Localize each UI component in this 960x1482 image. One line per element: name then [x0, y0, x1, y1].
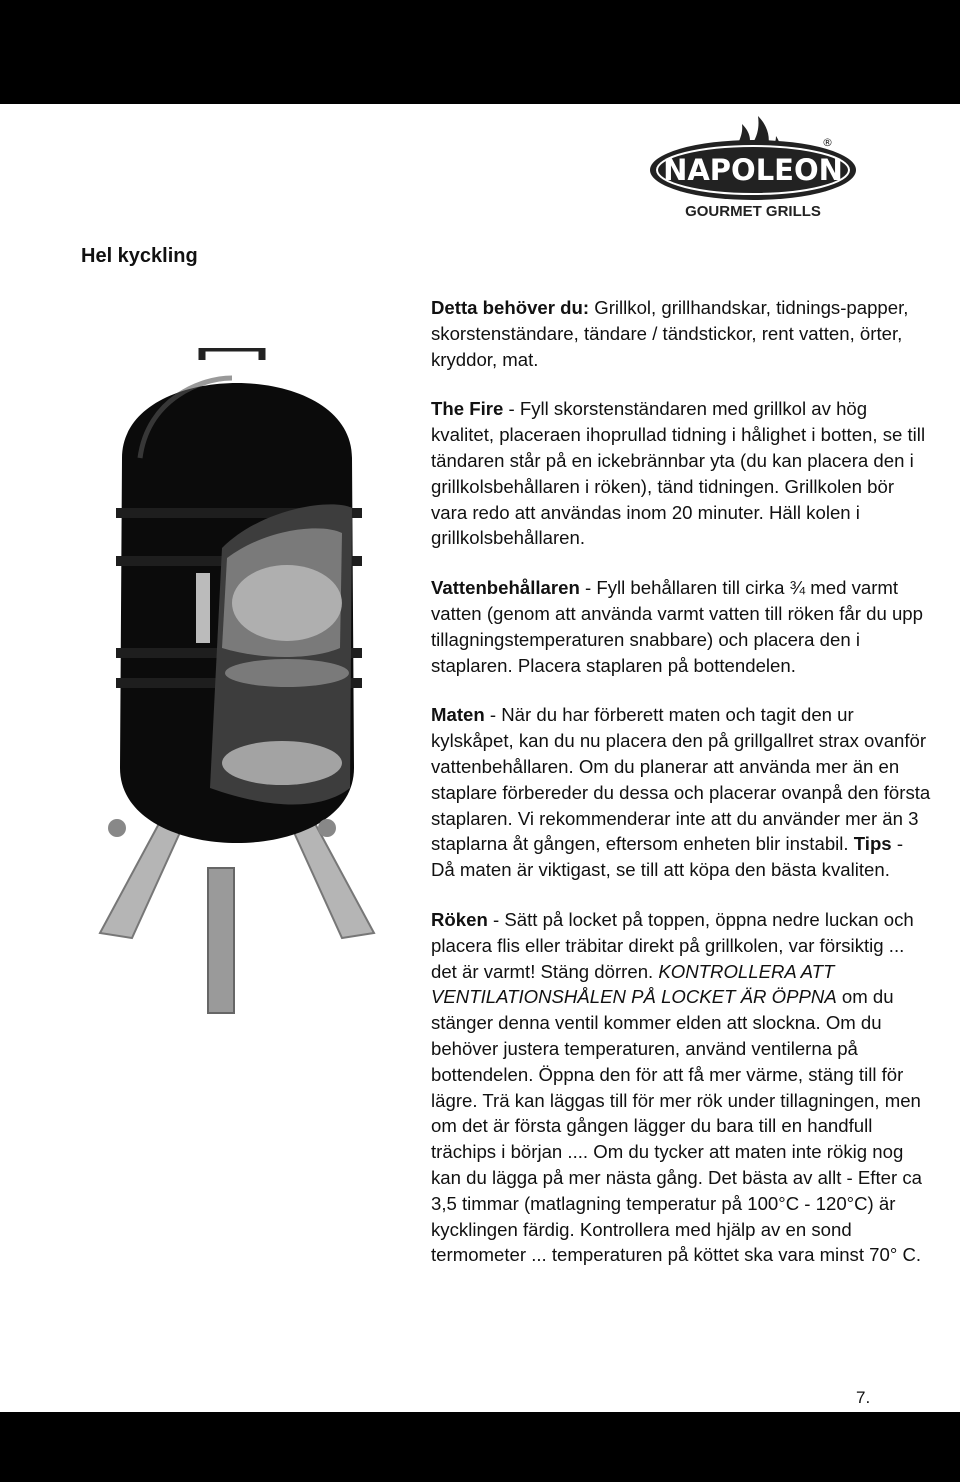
section-text: - Sätt på locket på toppen, öppna nedre luckan och placera flis eller träbitar direkt på grillkolen, var försiktig ... det är varmt! Stäng dörren. [431, 908, 914, 982]
section-text: - Fyll skorstenständaren med grillkol av hög kvalitet, placeraen ihoprullad tidning i hålighet i botten, se till tändaren står på en ickebrännbar yta (du kan placera den i grillkolsbehållaren i röken), tänd tidningen. Grillkolen bör vara redo att användas inom 20 minuter. Häll kolen i grillkolsbehållaren. [431, 398, 926, 549]
logo-brand: NAPOLEON [663, 153, 843, 187]
tips-label: Tips [853, 833, 892, 855]
section-fire [431, 396, 931, 551]
section-water [431, 575, 931, 678]
section-ingredients [431, 295, 931, 372]
section-text: - När du har förberett maten och tagit den ur kylskåpet, kan du nu placera den på grillgallret strax ovanför vattenbehållaren. Om du planerar att använda mer än en staplare förbereder du dessa och placerar ovanpå den första staplaren. Vi rekommenderar inte att du använder mer än 3 staplarna åt gången, eftersom enheten blir instabil. [431, 704, 931, 855]
page-number: 7. [856, 1388, 871, 1407]
warning-text: KONTROLLERA ATT VENTILATIONSHÅLEN PÅ LOCKET ÄR ÖPPNA [431, 960, 837, 1008]
registered-mark: ® [822, 136, 833, 149]
section-label: Maten [431, 704, 485, 726]
section-text: Grillkol, grillhandskar, tidnings-papper, skorstenständare, tändare / tändstickor, rent vatten, örter, kryddor, mat. [431, 297, 909, 370]
bottom-black-bar [0, 1412, 960, 1482]
smoker-illustration [92, 348, 382, 1016]
top-black-bar [0, 0, 960, 104]
section-smoke [431, 907, 931, 1268]
instruction-text [431, 295, 931, 1292]
section-label: Röken [431, 908, 488, 930]
napoleon-logo [648, 110, 858, 222]
section-label: The Fire [431, 398, 504, 420]
section-text-continued: om du stänger denna ventil kommer elden att slockna. Om du behöver justera temperaturen, använd ventilerna på bottendelen. Öppna den för att få mer värme, stäng till för lägre. Trä kan läggas till för mer rök under tillagningen, men om det är första gången lägger du bara till en handfull trächips i början .... Om du tycker att maten inte rökig nog kan du lägga på mer nästa gång. Det bästa av allt - Efter ca 3,5 timmar (matlagning temperatur på 100°C - 120°C) är kycklingen färdig. Kontrollera med hjälp av en sond termometer ... temperaturen på köttet ska vara minst 70° C. [431, 986, 922, 1266]
tips-text: - Då maten är viktigast, se till att köpa den bästa kvaliten. [431, 833, 904, 881]
section-food [431, 702, 931, 883]
section-label: Detta behöver du: [431, 297, 590, 318]
page-title: Hel kyckling [81, 245, 198, 267]
section-label: Vattenbehållaren [431, 577, 580, 599]
section-text: - Fyll behållaren till cirka ¾ med varmt vatten (genom att använda varmt vatten till röken får du upp tillagningstemperaturen snabbare) och placera den i staplaren. Placera staplaren på bottendelen. [431, 577, 923, 676]
logo-tagline: GOURMET GRILLS [685, 203, 821, 220]
